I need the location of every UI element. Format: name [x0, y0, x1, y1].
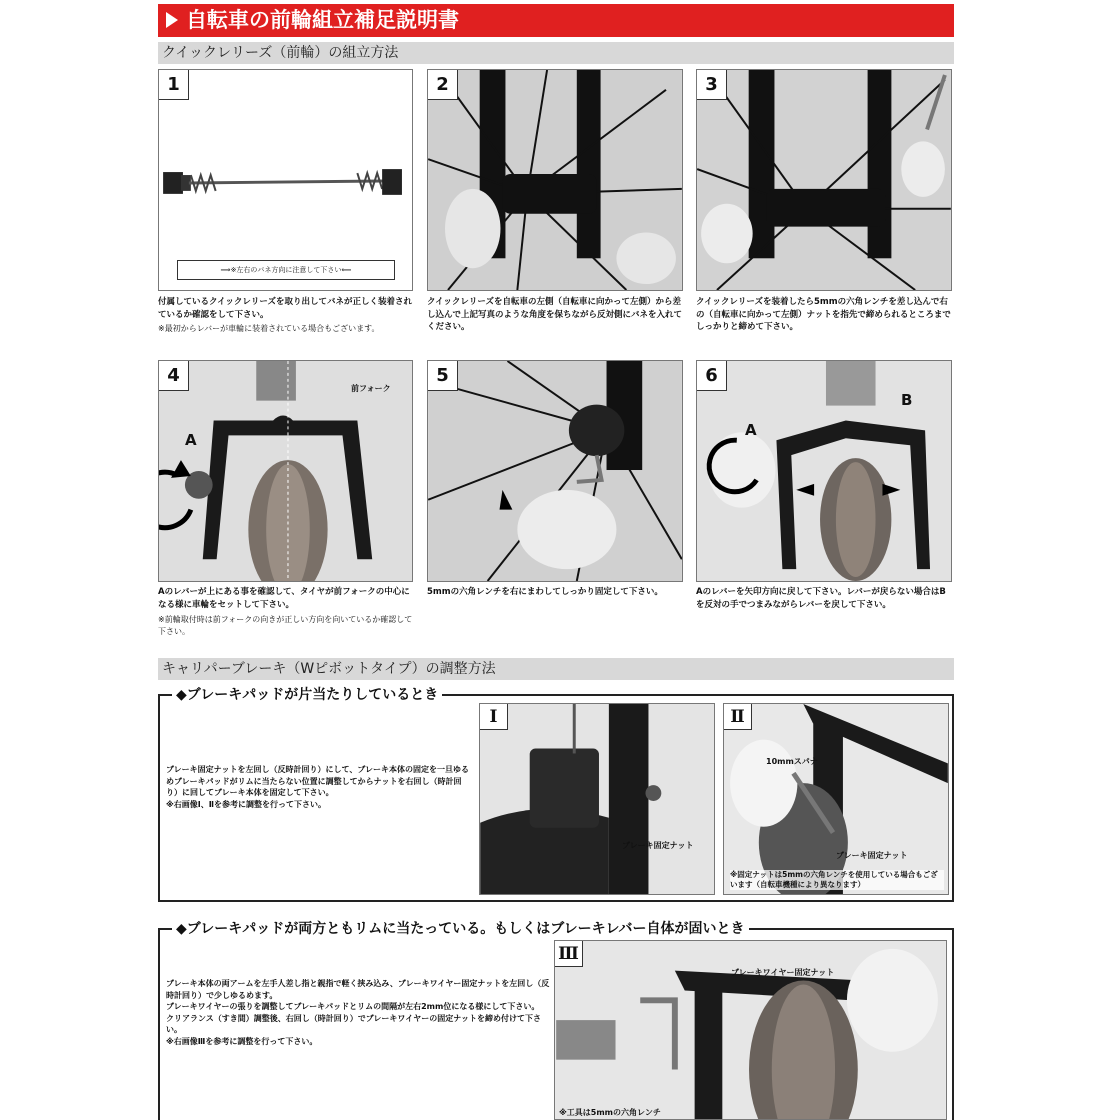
brake-lever-return-photo [697, 361, 951, 581]
image-number: Ⅲ [555, 941, 583, 967]
nut-b-label: B [901, 391, 913, 409]
step-number: 3 [697, 70, 727, 100]
step-number: 2 [428, 70, 458, 100]
wheel-hub-photo [428, 70, 682, 290]
block-2-instructions: ブレーキ本体の両アームを左手人差し指と親指で軽く挟み込み、ブレーキワイヤー固定ナットを左回し（反時計回り）で少しゆるめます。 ブレーキワイヤーの張りを調整してブレーキパッドとリムの間隔が左右2mm位になる様にして下さい。 クリアランス（すき間）調整後、右回し（時計回り）でブレーキワイヤーの固定ナットを締め付けて下さい。 ※右画像Ⅲを参考に調整を行って下さい。 [166, 979, 550, 1046]
wire-nut-label: ブレーキワイヤー固定ナット [731, 968, 835, 977]
step-number: 1 [159, 70, 189, 100]
fixing-nut-note: ※固定ナットは5mmの六角レンチを使用している場合もございます（自転車機種により異なります） [730, 870, 944, 890]
step-4-image [158, 360, 413, 582]
step-1-note: ※最初からレバーが車輪に装着されている場合もございます。 [158, 324, 380, 333]
spring-direction-note: ⟹※左右のバネ方向に注意して下さい⟸ [177, 260, 395, 280]
step-number: 4 [159, 361, 189, 391]
step-6-image [696, 360, 952, 582]
step-number: 6 [697, 361, 727, 391]
section-header-quick-release: クイックレリーズ（前輪）の組立方法 [158, 42, 954, 64]
block-1-heading: ◆ブレーキパッドが片当たりしているとき [172, 684, 442, 704]
section-header-caliper-brake: キャリパーブレーキ（Wピボットタイプ）の調整方法 [158, 658, 954, 680]
step-2-image [427, 69, 683, 291]
caliper-brake-photo-1 [480, 704, 714, 894]
brake-image-2 [723, 703, 949, 895]
step-number: 5 [428, 361, 458, 391]
hex-wrench-tightening-photo [428, 361, 682, 581]
step-2-caption: クイックレリーズを自転車の左側（自転車に向かって左側）から差し込んで上記写真のような角度を保ちながら反対側にバネを入れてください。 [427, 297, 683, 332]
page-title: 自転車の前輪組立補足説明書 [158, 4, 954, 37]
step-5-image [427, 360, 683, 582]
wheel-hub-wrench-photo [697, 70, 951, 290]
lever-a-label: A [745, 421, 757, 439]
caliper-brake-spanner-photo [724, 704, 948, 894]
lever-a-label: A [185, 431, 197, 449]
image-number: Ⅱ [724, 704, 752, 730]
tool-note: ※工具は5mmの六角レンチ [559, 1108, 661, 1117]
block-1-instructions: ブレーキ固定ナットを左回し（反時計回り）にして、ブレーキ本体の固定を一旦ゆるめブレーキパッドがリムに当たらない位置に調整してからナットを右回し（時計回り）に回してブレーキ本体を固定して下さい。 ※右画像Ⅰ、Ⅱを参考に調整を行って下さい。 [166, 765, 470, 809]
step-5-caption: 5mmの六角レンチを右にまわしてしっかり固定して下さい。 [427, 587, 663, 597]
step-3-image [696, 69, 952, 291]
step-1-caption: 付属しているクイックレリーズを取り出してバネが正しく装着されているか確認をして下さい。 [158, 297, 412, 320]
step-4-caption: Aのレバーが上にある事を確認して、タイヤが前フォークの中心になる様に車輪をセットして下さい。 [158, 587, 410, 610]
brake-nut-label: ブレーキ固定ナット [836, 851, 908, 860]
front-fork-brake-photo [159, 361, 412, 581]
step-4-note: ※前輪取付時は前フォークの向きが正しい方向を向いているか確認して下さい。 [158, 615, 413, 636]
spanner-size-label: 10mmスパナ [766, 757, 818, 766]
front-fork-label: 前フォーク [351, 384, 391, 393]
brake-nut-label: ブレーキ固定ナット [622, 841, 694, 850]
brake-image-1 [479, 703, 715, 895]
step-1-image [158, 69, 413, 291]
step-6-caption: Aのレバーを矢印方向に戻して下さい。レバーが戻らない場合はBを反対の手でつまみながらレバーを戻して下さい。 [696, 587, 946, 610]
block-2-heading: ◆ブレーキパッドが両方ともリムに当たっている。もしくはブレーキレバー自体が固いとき [172, 918, 749, 938]
brake-image-3 [554, 940, 947, 1120]
step-3-caption: クイックレリーズを装着したら5mmの六角レンチを差し込んで右の（自転車に向かって左側）ナットを指先で締められるところまでしっかりと締めて下さい。 [696, 297, 951, 332]
quick-release-skewer-illustration [159, 70, 412, 290]
image-number: Ⅰ [480, 704, 508, 730]
